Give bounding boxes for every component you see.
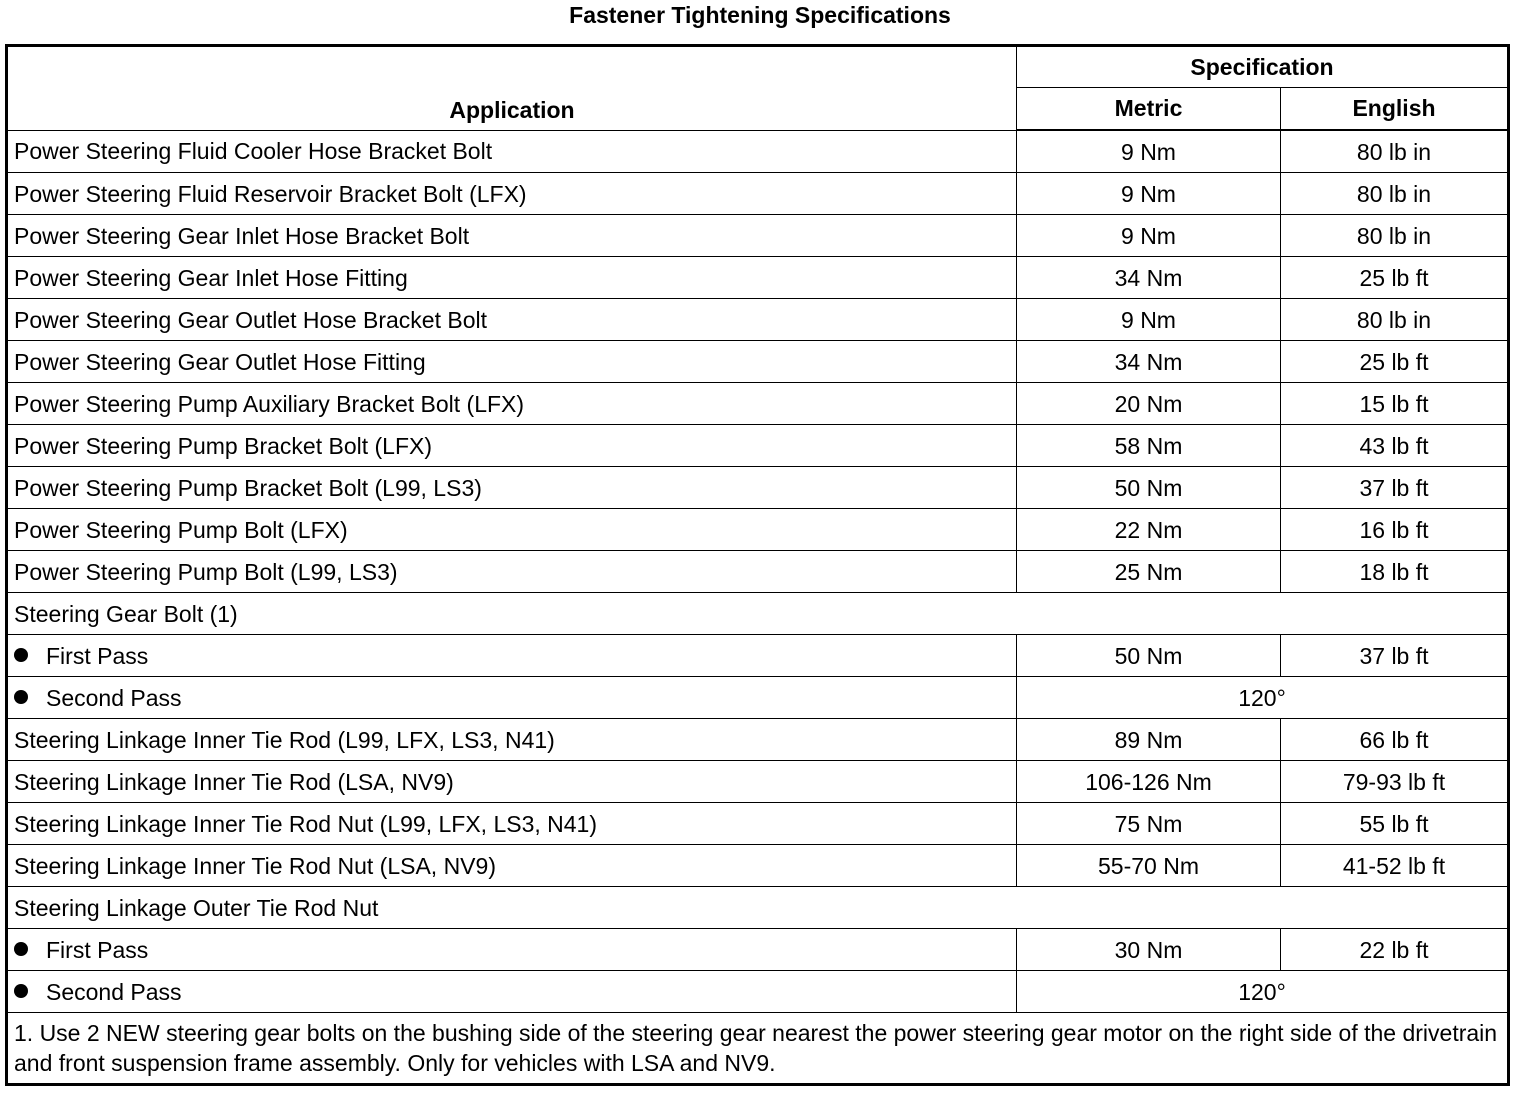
bullet-icon [14, 942, 28, 956]
metric-cell: 55-70 Nm [1017, 845, 1281, 887]
table-row [7, 971, 1509, 1013]
application-label: Steering Linkage Inner Tie Rod (L99, LFX, LS3, N41) [14, 726, 555, 753]
table-row [7, 635, 1509, 677]
application-label: Power Steering Gear Inlet Hose Fitting [14, 264, 408, 291]
application-cell [7, 130, 1017, 173]
english-cell: 37 lb ft [1281, 467, 1509, 509]
application-cell [7, 593, 1509, 635]
application-label: Steering Linkage Inner Tie Rod Nut (LSA, NV9) [14, 852, 496, 879]
english-cell: 43 lb ft [1281, 425, 1509, 467]
application-cell [7, 299, 1017, 341]
application-cell [7, 341, 1017, 383]
table-row [7, 173, 1509, 215]
table-row [7, 845, 1509, 887]
table-row [7, 130, 1509, 173]
english-cell: 55 lb ft [1281, 803, 1509, 845]
metric-cell: 20 Nm [1017, 383, 1281, 425]
application-cell [7, 467, 1017, 509]
footnote-row [7, 1013, 1509, 1085]
application-cell [7, 635, 1017, 677]
table-row [7, 551, 1509, 593]
table-row [7, 215, 1509, 257]
application-label: Power Steering Fluid Reservoir Bracket Bolt (LFX) [14, 180, 527, 207]
specification-header: Specification [1017, 46, 1509, 88]
metric-cell: 106-126 Nm [1017, 761, 1281, 803]
english-cell: 16 lb ft [1281, 509, 1509, 551]
english-cell: 66 lb ft [1281, 719, 1509, 761]
table-row [7, 761, 1509, 803]
angle-cell: 120° [1017, 971, 1509, 1013]
metric-cell: 34 Nm [1017, 257, 1281, 299]
application-cell [7, 971, 1017, 1013]
application-cell [7, 929, 1017, 971]
application-cell [7, 803, 1017, 845]
bullet-icon [14, 690, 28, 704]
application-cell [7, 677, 1017, 719]
metric-cell: 50 Nm [1017, 467, 1281, 509]
application-label: Steering Gear Bolt (1) [14, 600, 238, 627]
application-label: Second Pass [46, 684, 182, 711]
application-cell [7, 551, 1017, 593]
table-group-row [7, 593, 1509, 635]
english-cell: 25 lb ft [1281, 257, 1509, 299]
english-cell: 80 lb in [1281, 299, 1509, 341]
table-row [7, 257, 1509, 299]
application-label: Second Pass [46, 978, 182, 1005]
application-label: Power Steering Pump Bolt (LFX) [14, 516, 348, 543]
english-cell: 15 lb ft [1281, 383, 1509, 425]
application-label: Power Steering Pump Bracket Bolt (L99, LS3) [14, 474, 482, 501]
english-cell: 18 lb ft [1281, 551, 1509, 593]
english-cell: 25 lb ft [1281, 341, 1509, 383]
metric-cell: 75 Nm [1017, 803, 1281, 845]
table-row [7, 677, 1509, 719]
table-row [7, 341, 1509, 383]
application-header: Application [7, 46, 1017, 131]
application-cell [7, 215, 1017, 257]
application-label: Power Steering Gear Outlet Hose Bracket Bolt [14, 306, 487, 333]
angle-cell: 120° [1017, 677, 1509, 719]
english-header: English [1281, 88, 1509, 131]
table-row [7, 467, 1509, 509]
application-cell [7, 761, 1017, 803]
metric-cell: 25 Nm [1017, 551, 1281, 593]
footnote: 1. Use 2 NEW steering gear bolts on the bushing side of the steering gear nearest the power steering gear motor on the right side of the drivetrain and front suspension frame assembly. Only for vehicles with LSA and NV9. [7, 1013, 1509, 1085]
application-cell [7, 257, 1017, 299]
english-cell: 79-93 lb ft [1281, 761, 1509, 803]
application-label: First Pass [46, 642, 149, 669]
metric-cell: 34 Nm [1017, 341, 1281, 383]
metric-header: Metric [1017, 88, 1281, 131]
bullet-icon [14, 984, 28, 998]
application-cell [7, 425, 1017, 467]
english-cell: 41-52 lb ft [1281, 845, 1509, 887]
table-row [7, 299, 1509, 341]
application-label: Power Steering Gear Inlet Hose Bracket Bolt [14, 222, 470, 249]
table-row [7, 425, 1509, 467]
table-row [7, 803, 1509, 845]
metric-cell: 89 Nm [1017, 719, 1281, 761]
english-cell: 37 lb ft [1281, 635, 1509, 677]
application-label: Power Steering Pump Bracket Bolt (LFX) [14, 432, 432, 459]
metric-cell: 9 Nm [1017, 130, 1281, 173]
english-cell: 22 lb ft [1281, 929, 1509, 971]
application-cell [7, 173, 1017, 215]
application-cell [7, 887, 1509, 929]
metric-cell: 50 Nm [1017, 635, 1281, 677]
metric-cell: 30 Nm [1017, 929, 1281, 971]
application-label: Steering Linkage Inner Tie Rod Nut (L99, LFX, LS3, N41) [14, 810, 597, 837]
metric-cell: 9 Nm [1017, 173, 1281, 215]
application-label: Steering Linkage Inner Tie Rod (LSA, NV9) [14, 768, 454, 795]
application-label: Steering Linkage Outer Tie Rod Nut [14, 894, 379, 921]
metric-cell: 9 Nm [1017, 299, 1281, 341]
metric-cell: 9 Nm [1017, 215, 1281, 257]
application-label: Power Steering Gear Outlet Hose Fitting [14, 348, 426, 375]
application-label: Power Steering Pump Bolt (L99, LS3) [14, 558, 398, 585]
application-label: First Pass [46, 936, 149, 963]
english-cell: 80 lb in [1281, 215, 1509, 257]
application-cell [7, 509, 1017, 551]
table-row [7, 719, 1509, 761]
bullet-icon [14, 648, 28, 662]
application-label: Power Steering Fluid Cooler Hose Bracket Bolt [14, 138, 493, 165]
application-cell [7, 383, 1017, 425]
table-row [7, 383, 1509, 425]
english-cell: 80 lb in [1281, 130, 1509, 173]
application-cell [7, 845, 1017, 887]
metric-cell: 58 Nm [1017, 425, 1281, 467]
page-title: Fastener Tightening Specifications [569, 2, 951, 28]
table-row [7, 509, 1509, 551]
metric-cell: 22 Nm [1017, 509, 1281, 551]
table-group-row [7, 887, 1509, 929]
application-label: Power Steering Pump Auxiliary Bracket Bolt (LFX) [14, 390, 525, 417]
english-cell: 80 lb in [1281, 173, 1509, 215]
fastener-spec-table [5, 44, 1510, 1086]
table-row [7, 929, 1509, 971]
application-cell [7, 719, 1017, 761]
